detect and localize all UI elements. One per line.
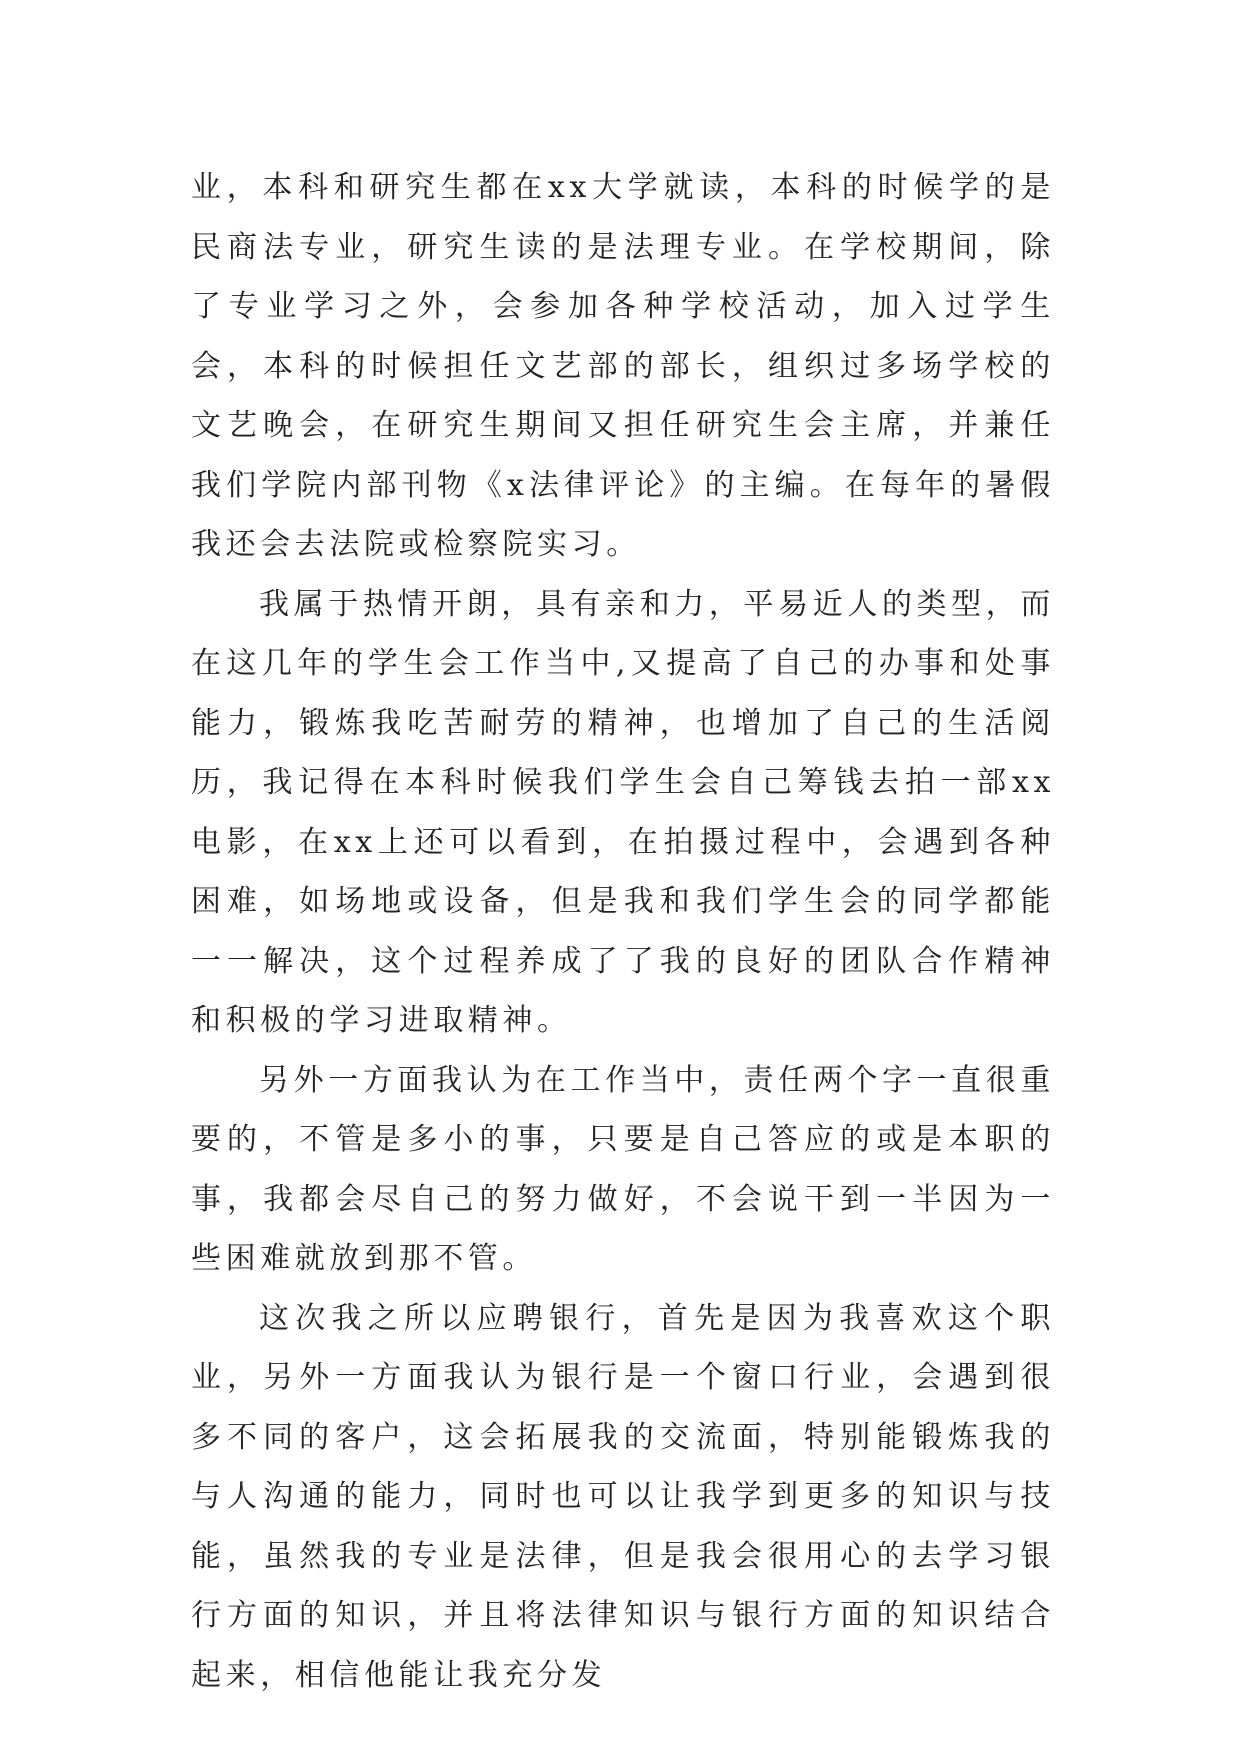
paragraph-responsibility: 另外一方面我认为在工作当中，责任两个字一直很重要的，不管是多小的事，只要是自己答应的或是本职的事，我都会尽自己的努力做好，不会说干到一半因为一些困难就放到那不管。 <box>191 1062 1055 1276</box>
paragraph-personality: 我属于热情开朗，具有亲和力，平易近人的类型，而在这几年的学生会工作当中,又提高了自己的办事和处事能力，锻炼我吃苦耐劳的精神，也增加了自己的生活阅历，我记得在本科时候我们学生会自己筹钱去拍一部xx电影，在xx上还可以看到，在拍摄过程中，会遇到各种困难，如场地或设备，但是我和我们学生会的同学都能一一解决，这个过程养成了了我的良好的团队合作精神和积极的学习进取精神。 <box>191 586 1055 1038</box>
paragraph-education: 业，本科和研究生都在xx大学就读，本科的时候学的是民商法专业，研究生读的是法理专业。在学校期间，除了专业学习之外，会参加各种学校活动，加入过学生会，本科的时候担任文艺部的部长，组织过多场学校的文艺晚会，在研究生期间又担任研究生会主席，并兼任我们学院内部刊物《x法律评论》的主编。在每年的暑假我还会去法院或检察院实习。 <box>191 170 1055 562</box>
paragraph-motivation: 这次我之所以应聘银行，首先是因为我喜欢这个职业，另外一方面我认为银行是一个窗口行业，会遇到很多不同的客户，这会拓展我的交流面，特别能锻炼我的与人沟通的能力，同时也可以让我学到更多的知识与技能，虽然我的专业是法律，但是我会很用心的去学习银行方面的知识，并且将法律知识与银行方面的知识结合起来，相信他能让我充分发 <box>191 1300 1055 1693</box>
body-text <box>191 158 1055 1705</box>
